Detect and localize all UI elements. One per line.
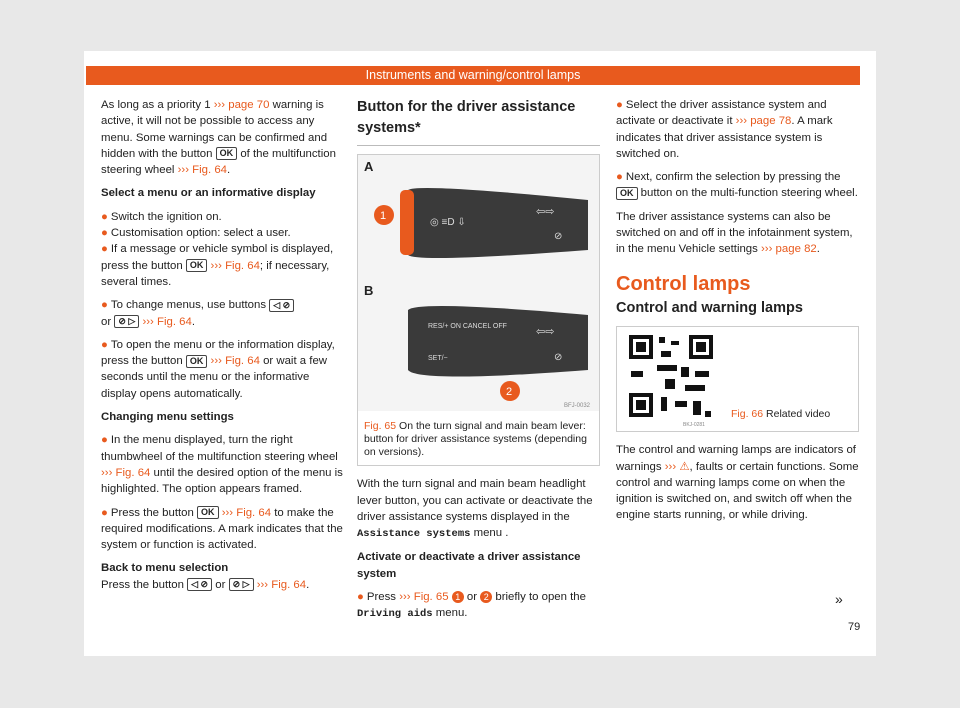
left-column [101, 97, 344, 600]
ok-button-icon: OK [216, 147, 238, 160]
middle-column [357, 97, 600, 630]
ok-button-icon: OK [186, 259, 208, 272]
section-heading: Back to menu selection [101, 562, 229, 575]
subsection-title: Control and warning lamps [616, 299, 803, 316]
section-heading: Changing menu settings [101, 411, 234, 424]
svg-text:⊘: ⊘ [554, 352, 563, 363]
callout-2: 2 [506, 386, 513, 398]
qr-code-icon [621, 331, 725, 427]
intro-paragraph: As long as a priority 1 ››› page 70 warning is active, it will not be possible to access any menu. Some warnings can be confirmed and hidden with the button OK of the multifunction steering wheel ››› Fig. 64. [101, 99, 336, 177]
bullet-item: ● To change menus, use buttons ◁ ⊘ or ⊘ ▷ ››› Fig. 64. [101, 297, 344, 330]
paragraph: The control and warning lamps are indicators of warnings ››› ⚠, faults or certain functions. Some control and warning lamps come on when the ignition is switched on, and switch off when the engine starts running, or while driving. [616, 444, 859, 522]
bullet-item: ● Next, confirm the selection by pressing the OK button on the multi-function steering wheel. [616, 171, 858, 200]
bullet-item: ● Press the button OK ››› Fig. 64 to make the required modifications. A mark indicates that the system or function is activated. [101, 506, 343, 552]
bullet-item: ● To open the menu or the information display, press the button OK ››› Fig. 64 or wait a few seconds until the menu or the informative display opens automatically. [101, 338, 335, 400]
svg-text:SET/−: SET/− [428, 355, 448, 362]
chapter-title: Control lamps [616, 272, 751, 295]
right-arrow-button-icon: ⊘ ▷ [229, 578, 254, 591]
divider [357, 145, 600, 146]
paragraph: With the turn signal and main beam headlight lever button, you can activate or deactivate the driver assistance systems displayed in the Assistance systems menu . [357, 478, 593, 541]
section-title: Button for the driver assistance systems* [357, 99, 576, 136]
bullet-item: ● Customisation option: select a user. [101, 227, 291, 240]
turn-signal-lever-illustration [358, 155, 599, 411]
right-column [616, 97, 859, 531]
svg-text:RES/+ ON CANCEL OFF: RES/+ ON CANCEL OFF [428, 323, 507, 330]
figure-65 [357, 154, 600, 466]
right-arrow-button-icon: ⊘ ▷ [114, 315, 139, 328]
panel-a-label: A [364, 159, 374, 174]
ok-button-icon: OK [197, 506, 219, 519]
section-heading: Select a menu or an informative display [101, 187, 316, 200]
svg-text:⇦⇨: ⇦⇨ [536, 326, 555, 338]
page-header: Instruments and warning/control lamps [86, 66, 860, 85]
figure-code: BKJ-0281 [683, 422, 705, 428]
page-number: 79 [848, 621, 861, 633]
svg-text:⇦⇨: ⇦⇨ [536, 206, 555, 218]
warning-triangle-icon: ⚠ [679, 460, 690, 473]
continued-mark: » [835, 591, 843, 607]
left-arrow-button-icon: ◁ ⊘ [269, 299, 294, 312]
figure-caption: Fig. 66 Related video [731, 408, 831, 421]
bullet-item: ● Switch the ignition on. [101, 210, 222, 223]
panel-b-label: B [364, 283, 374, 298]
svg-text:⊘: ⊘ [554, 231, 563, 242]
bullet-item: ● If a message or vehicle symbol is displayed, press the button OK ››› Fig. 64; if necessary, several times. [101, 243, 334, 288]
lever-a [374, 188, 588, 258]
bullet-item: ● Press ››› Fig. 65 1 or 2 briefly to open the Driving aids menu. [357, 591, 586, 621]
paragraph: Press the button ◁ ⊘ or ⊘ ▷ ››› Fig. 64. [101, 578, 310, 591]
figure-66 [616, 326, 859, 432]
svg-text:◎ ≡D ⇩: ◎ ≡D ⇩ [430, 217, 466, 228]
ok-button-icon: OK [616, 187, 638, 200]
left-arrow-button-icon: ◁ ⊘ [187, 578, 212, 591]
figure-caption: Fig. 65 On the turn signal and main beam lever: button for driver assistance systems (depending on versions). [364, 420, 587, 459]
bullet-item: ● Select the driver assistance system and activate or deactivate it ››› page 78. A mark indicates that driver assistance system is switched on. [616, 99, 833, 160]
paragraph: The driver assistance systems can also be switched on and off in the infotainment system, in the menu Vehicle settings ››› page 82. [616, 210, 853, 256]
section-heading: Activate or deactivate a driver assistance system [357, 551, 581, 580]
bullet-item: ● In the menu displayed, turn the right thumbwheel of the multifunction steering wheel ››› Fig. 64 until the desired option of the menu is highlighted. The option appears framed. [101, 434, 343, 496]
figure-code: BFJ-0032 [564, 403, 591, 409]
ok-button-icon: OK [186, 355, 208, 368]
callout-1: 1 [380, 210, 387, 222]
